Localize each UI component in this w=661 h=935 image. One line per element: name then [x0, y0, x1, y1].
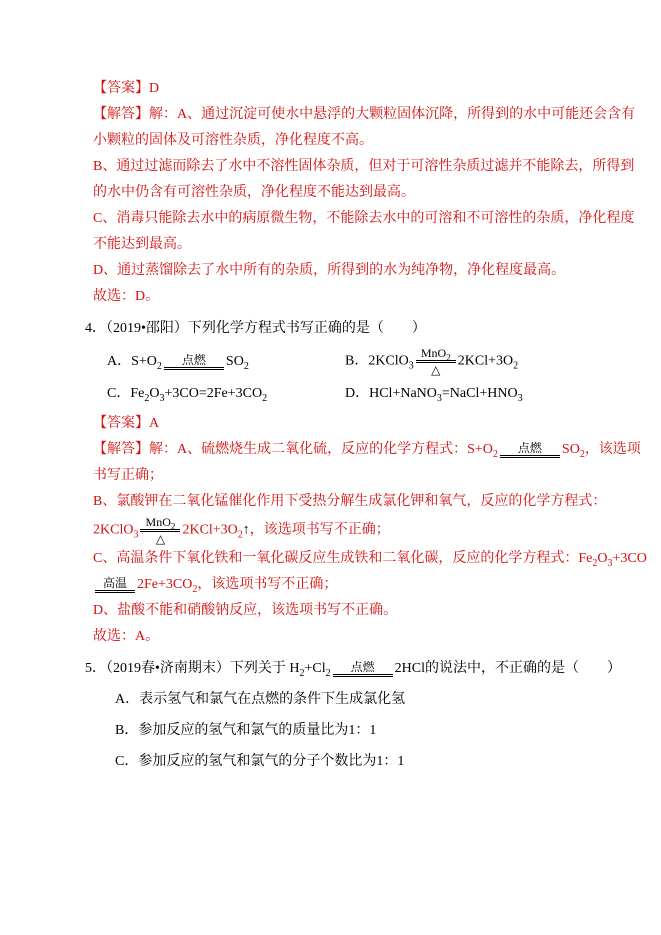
options-row	[107, 346, 591, 377]
text-segment: C．参加反应的氢气和氯气的分子个数比为1：1	[115, 754, 405, 769]
text-segment: B、通过过滤而除去了水中不溶性固体杂质，但对于可溶性杂质过滤并不能除去，所得到	[93, 159, 635, 174]
document-body	[85, 76, 647, 775]
text-segment: 不能达到最高。	[93, 237, 191, 252]
text-segment: ，该选项书写不正确；	[249, 522, 390, 538]
text-segment: 书写正确；	[93, 468, 163, 483]
answer-line	[93, 76, 591, 102]
text-segment: ，该选项书写不正确；	[197, 577, 338, 592]
explanation-line	[93, 258, 591, 284]
explanation-line	[93, 598, 591, 624]
chem-subscript: 3	[607, 557, 613, 569]
text-segment: D	[149, 81, 160, 96]
chem-subscript: 2	[446, 352, 451, 363]
text-segment: +3CO	[164, 386, 199, 401]
reaction-condition-equation	[164, 353, 224, 370]
equation-double-line	[333, 674, 393, 677]
text-segment: 5．（2019春•济南期末）下列关于 H	[85, 661, 300, 676]
explanation-line	[93, 180, 591, 206]
text-segment: A	[149, 416, 160, 431]
text-segment: O	[149, 386, 160, 401]
reaction-condition-equation	[333, 660, 393, 677]
condition-label	[431, 363, 440, 377]
text-segment: 的水中仍含有可溶性杂质，净化程度不能达到最高。	[93, 185, 415, 200]
explanation-line	[93, 572, 591, 598]
text-segment: MnO	[145, 515, 171, 529]
explanation-line	[93, 515, 591, 546]
explanation-line	[93, 102, 636, 128]
condition-label	[351, 660, 375, 674]
text-segment: 高温	[102, 576, 127, 591]
option-line	[115, 749, 591, 775]
text-segment: C．Fe	[107, 386, 145, 401]
answer-choice-line	[93, 284, 591, 310]
chem-subscript: 2	[592, 557, 598, 569]
text-segment: D、盐酸不能和硝酸钠反应，该选项书写不正确。	[93, 603, 398, 618]
chem-subscript: 3	[133, 529, 139, 541]
text-segment: A．S+O	[107, 353, 157, 369]
option-line	[115, 718, 591, 744]
explanation-line	[93, 206, 635, 232]
chem-subscript: 2	[299, 667, 305, 679]
option-item	[107, 381, 345, 407]
condition-label	[156, 532, 165, 546]
option-item	[345, 381, 523, 407]
explanation-line	[93, 546, 647, 572]
text-segment: ，该选项	[584, 442, 641, 457]
option-item	[345, 346, 518, 377]
text-segment: 2Fe+3CO	[137, 577, 193, 592]
text-segment: △	[431, 363, 441, 377]
text-segment: +3CO	[612, 551, 647, 566]
text-segment: 故选：D。	[93, 289, 160, 304]
chem-subscript: 2	[492, 448, 498, 460]
text-segment: D、通过蒸馏除去了水中所有的杂质，所得到的水为纯净物，净化程度最高。	[93, 263, 566, 278]
condition-label	[518, 441, 542, 455]
text-segment: 【答案】	[93, 416, 149, 431]
text-segment: 2KCl+3O	[457, 353, 514, 369]
chem-subscript: 3	[517, 392, 523, 404]
text-segment: C、高温条件下氧化铁和一氧化碳反应生成铁和二氧化碳，反应的化学方程式：Fe	[93, 551, 593, 566]
text-segment: B．参加反应的氢气和氯气的质量比为1：1	[115, 723, 377, 738]
text-segment: A．表示氢气和氯气在点燃的条件下生成氯化氢	[115, 692, 406, 707]
explanation-line	[93, 437, 641, 463]
text-segment: 点燃	[517, 441, 542, 456]
explanation-line	[93, 489, 607, 515]
chem-subscript: 2	[170, 521, 176, 532]
reaction-condition-equation	[416, 346, 456, 377]
chem-subscript: 2	[144, 392, 150, 404]
chem-subscript: 2	[237, 529, 243, 541]
text-segment: SO	[225, 353, 244, 369]
option-line	[115, 687, 591, 713]
text-segment: 点燃	[350, 660, 375, 675]
text-segment: +Cl	[304, 661, 326, 676]
chem-subscript: 3	[159, 392, 165, 404]
answer-line	[93, 411, 591, 437]
text-segment: O	[597, 551, 608, 566]
answer-choice-line	[93, 624, 591, 650]
text-segment: SO	[561, 442, 580, 457]
chem-subscript: 2	[262, 392, 268, 404]
options-row	[107, 381, 591, 407]
text-segment: MnO	[420, 346, 447, 360]
text-segment: 点燃	[181, 352, 206, 367]
equation-double-line	[95, 590, 135, 593]
text-segment: 2HCl的说法中，不正确的是（ ）	[394, 661, 621, 676]
text-segment: C、消毒只能除去水中的病原微生物，不能除去水中的可溶和不可溶性的杂质，净化程度	[93, 211, 635, 226]
chem-subscript: 2	[156, 360, 162, 372]
text-segment: =	[198, 386, 207, 401]
chem-subscript: 3	[408, 360, 414, 372]
text-segment: 【解答】解：A、通过沉淀可使水中悬浮的大颗粒固体沉降，所得到的水中可能还会含有	[93, 107, 636, 122]
explanation-line	[93, 154, 635, 180]
explanation-line	[93, 232, 591, 258]
explanation-line	[93, 128, 591, 154]
text-segment: B．2KClO	[345, 353, 409, 369]
chem-subscript: 2	[243, 360, 249, 372]
equation-double-line	[500, 455, 560, 458]
reaction-condition-equation	[140, 515, 180, 546]
question-line	[85, 316, 591, 342]
text-segment: 【答案】	[93, 81, 149, 96]
text-segment: B、氯酸钾在二氧化锰催化作用下受热分解生成氯化钾和氧气，反应的化学方程式：	[93, 494, 607, 509]
condition-label	[420, 346, 451, 363]
text-segment: △	[155, 532, 166, 546]
question-line	[85, 656, 621, 682]
chem-subscript: 2	[325, 667, 331, 679]
text-segment: 4．（2019•邵阳）下列化学方程式书写正确的是（ ）	[85, 321, 426, 336]
text-segment: =	[441, 386, 450, 401]
text-segment: 小颗粒的固体及可溶性杂质，净化程度不高。	[93, 133, 373, 148]
option-item	[107, 349, 345, 375]
condition-label	[103, 576, 127, 590]
chem-subscript: 2	[192, 583, 198, 595]
text-segment: NaCl+HNO	[449, 386, 518, 401]
chem-subscript: 3	[436, 392, 442, 404]
text-segment: 2KClO	[93, 522, 134, 538]
explanation-line	[93, 463, 591, 489]
text-segment: 2Fe+3CO	[206, 386, 263, 401]
text-segment: ↑	[242, 522, 250, 538]
equation-double-line	[164, 367, 224, 370]
text-segment: 故选：A。	[93, 629, 160, 644]
condition-label	[145, 515, 176, 532]
chem-subscript: 2	[579, 448, 585, 460]
condition-label	[182, 353, 206, 367]
reaction-condition-equation	[500, 441, 560, 458]
text-segment: 2KCl+3O	[182, 522, 238, 538]
reaction-condition-equation	[95, 576, 135, 593]
chem-subscript: 2	[513, 360, 519, 372]
text-segment: 【解答】解：A、硫燃烧生成二氧化硫，反应的化学方程式：S+O	[93, 442, 493, 457]
text-segment: D．HCl+NaNO	[345, 386, 437, 401]
